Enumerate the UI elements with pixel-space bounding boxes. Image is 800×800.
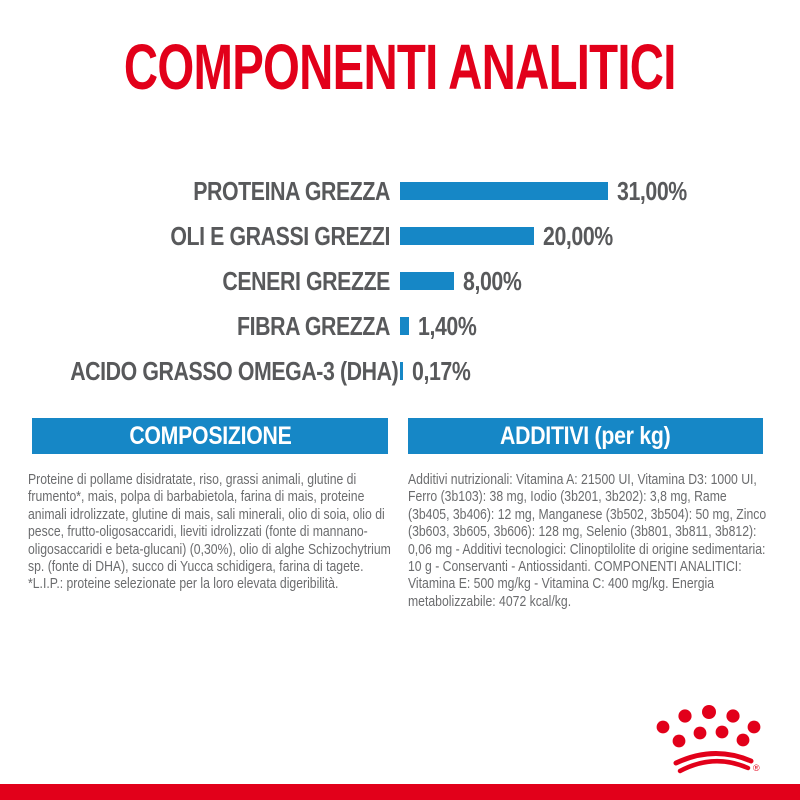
crown-dot <box>657 721 670 734</box>
additives-section-header <box>408 418 763 454</box>
bar-value-label: 20,00% <box>543 221 613 251</box>
crown-base-arc-lower <box>680 761 748 771</box>
crown-dot <box>694 727 707 740</box>
page-title: COMPONENTI ANALITICI <box>124 31 676 103</box>
analytical-components-chart <box>0 176 800 407</box>
crown-dot <box>726 709 739 722</box>
composition-body-text: Proteine di pollame disidratate, riso, grassi animali, glutine di frumento*, mais, polpa di barbabietola, farina di mais, proteine animali idrolizzate, glutine di mais, sali minerali, olio di soia, olio di pesce, frutto-oligosaccaridi, lieviti idrolizzati (fonte di mannano-oligosaccaridi e beta-glucani) (0,30%), olio di alghe Schizochytrium sp. (fonte di DHA), succo di Yucca schidigera, farina di tagete. <box>28 471 391 576</box>
crown-dot <box>748 721 761 734</box>
composition-text-column <box>28 471 392 593</box>
value-bar <box>400 227 534 245</box>
chart-row <box>0 176 800 206</box>
value-bar <box>400 272 454 290</box>
composition-header-label: COMPOSIZIONE <box>128 422 292 450</box>
bar-label: CENERI GREZZE <box>222 266 390 296</box>
bar-label: OLI E GRASSI GREZZI <box>170 221 390 251</box>
composition-lip-note: *L.I.P.: proteine selezionate per la loro elevata digeribilità. <box>28 575 339 593</box>
chart-row <box>0 311 800 341</box>
value-bar <box>400 317 409 335</box>
bar-label: ACIDO GRASSO OMEGA-3 (DHA) <box>70 356 399 386</box>
chart-row <box>0 356 800 386</box>
value-bar <box>400 362 403 380</box>
crown-dot <box>678 709 691 722</box>
bar-label: FIBRA GREZZA <box>237 311 390 341</box>
composition-section-header <box>32 418 388 454</box>
registered-mark: ® <box>753 763 760 773</box>
crown-dot <box>737 734 750 747</box>
crown-dot <box>673 735 686 748</box>
bar-label: PROTEINA GREZZA <box>193 176 390 206</box>
additives-header-label: ADDITIVI (per kg) <box>500 422 671 450</box>
additives-body-text: Additivi nutrizionali: Vitamina A: 21500 UI, Vitamina D3: 1000 UI, Ferro (3b103): 38 mg, Iodio (3b201, 3b202): 3,8 mg, Rame (3b405, 3b406): 12 mg, Manganese (3b502, 3b504): 50 mg, Zinco (3b603, 3b605, 3b606): 128 mg, Selenio (3b801, 3b811, 3b812): 0,06 mg - Additivi tecnologici: Clinoptilolite di origine sedimentaria: 10 g - Conservanti - Antiossidanti. COMPONENTI ANALITICI: Vitamina E: 500 mg/kg - Vitamina C: 400 mg/kg. Energia metabolizzabile: 4072 kcal/kg. <box>408 471 767 610</box>
chart-row <box>0 221 800 251</box>
bar-value-label: 0,17% <box>411 356 470 386</box>
bar-value-label: 8,00% <box>462 266 522 296</box>
crown-dot <box>702 705 716 719</box>
value-bar <box>400 182 608 200</box>
chart-row <box>0 266 800 296</box>
footer-red-bar <box>0 784 800 800</box>
royal-canin-crown-logo <box>650 703 768 777</box>
bar-value-label: 31,00% <box>616 176 687 206</box>
page-title-wrap <box>0 30 800 104</box>
bar-value-label: 1,40% <box>418 311 477 341</box>
additives-text-column <box>408 471 767 610</box>
crown-dot <box>716 726 729 739</box>
